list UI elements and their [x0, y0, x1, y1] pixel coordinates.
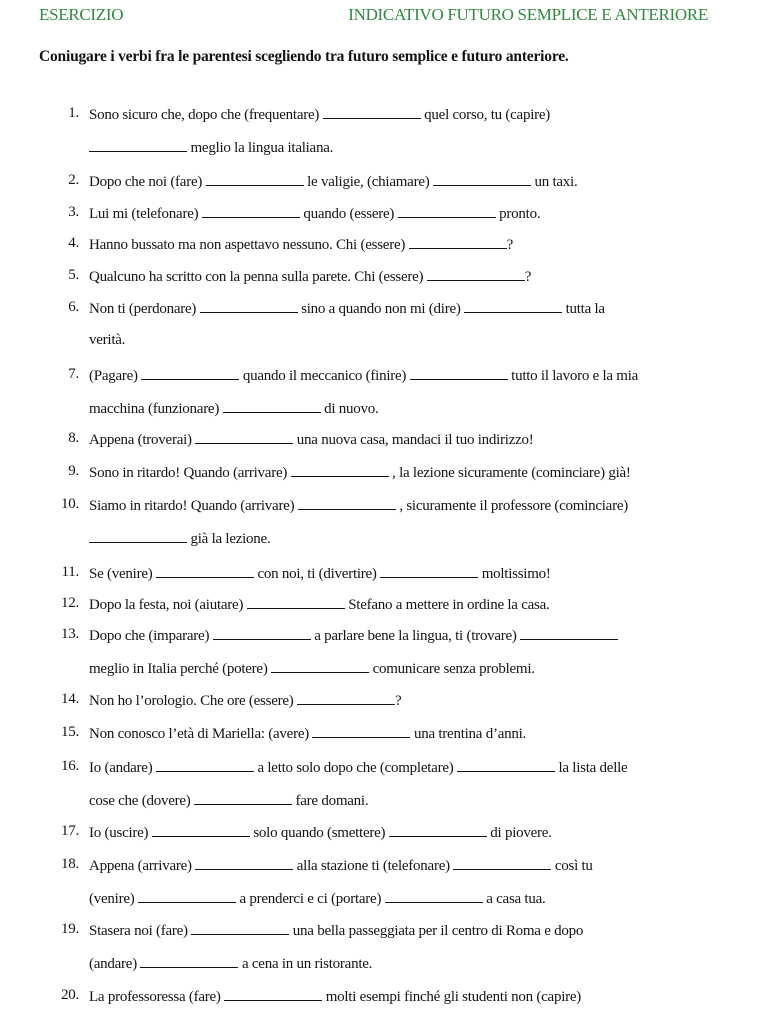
exercise-number: 11. — [61, 564, 79, 580]
exercise-line — [61, 823, 552, 841]
exercise-text: La professoressa (fare) — [89, 989, 225, 1005]
answer-blank[interactable] — [223, 400, 321, 413]
exercise-text: moltissimo! — [478, 566, 551, 582]
exercise-text: la lista delle — [554, 760, 628, 776]
exercise-text: ? — [506, 237, 514, 253]
answer-blank[interactable] — [398, 205, 496, 218]
exercise-text: sino a quando non mi (dire) — [297, 301, 465, 317]
exercise-text: Sono in ritardo! Quando (arrivare) — [89, 465, 291, 481]
exercise-line — [68, 204, 541, 222]
exercise-line — [89, 955, 372, 972]
exercise-text: Stefano a mettere in ordine la casa. — [344, 597, 550, 613]
answer-blank[interactable] — [141, 367, 239, 380]
exercise-number: 13. — [61, 626, 79, 642]
exercise-text: a prenderci e ci (portare) — [235, 891, 385, 907]
answer-blank[interactable] — [206, 173, 304, 186]
exercise-number: 4. — [68, 235, 79, 251]
answer-blank[interactable] — [247, 596, 345, 609]
exercise-text: Sono sicuro che, dopo che (frequentare) — [89, 107, 323, 123]
answer-blank[interactable] — [138, 890, 236, 903]
exercise-line — [61, 564, 551, 582]
answer-blank[interactable] — [380, 565, 478, 578]
exercise-text: Se (venire) — [89, 566, 156, 582]
exercise-number: 9. — [68, 463, 79, 479]
exercise-line — [68, 172, 578, 190]
exercise-line — [61, 921, 584, 939]
answer-blank[interactable] — [140, 955, 238, 968]
exercise-text: Non ho l’orologio. Che ore (essere) — [89, 693, 298, 709]
exercise-text: Lui mi (telefonare) — [89, 206, 202, 222]
exercise-text: ? — [524, 269, 532, 285]
answer-blank[interactable] — [156, 759, 254, 772]
exercise-line — [61, 856, 593, 874]
exercise-text: le valigie, (chiamare) — [303, 174, 433, 190]
exercise-number: 7. — [68, 366, 79, 382]
exercise-text: Hanno bussato ma non aspettavo nessuno. Chi (essere) — [89, 237, 409, 253]
exercise-number: 1. — [68, 105, 79, 121]
exercise-text: Non ti (perdonare) — [89, 301, 200, 317]
exercise-number: 10. — [61, 496, 79, 512]
exercise-text: una nuova casa, mandaci il tuo indirizzo! — [293, 432, 534, 448]
exercise-line — [89, 530, 270, 547]
answer-blank[interactable] — [156, 565, 254, 578]
answer-blank[interactable] — [89, 139, 187, 152]
exercise-line — [61, 758, 628, 776]
exercise-text: Stasera noi (fare) — [89, 923, 192, 939]
exercise-text: Dopo che noi (fare) — [89, 174, 206, 190]
exercise-text: Io (andare) — [89, 760, 156, 776]
exercise-line — [68, 299, 605, 317]
exercise-text: (venire) — [89, 891, 138, 907]
exercise-text: quando il meccanico (finire) — [239, 368, 410, 384]
answer-blank[interactable] — [410, 367, 508, 380]
exercise-line — [61, 626, 618, 644]
exercise-line — [89, 890, 546, 907]
exercise-text: cose che (dovere) — [89, 793, 195, 809]
exercise-line — [89, 400, 379, 417]
answer-blank[interactable] — [202, 205, 300, 218]
exercise-line — [89, 139, 333, 156]
exercise-number: 8. — [68, 430, 79, 446]
exercise-text: Appena (arrivare) — [89, 858, 196, 874]
exercise-text: fare domani. — [292, 793, 369, 809]
exercise-text: a cena in un ristorante. — [238, 956, 373, 972]
exercise-line — [61, 987, 582, 1005]
exercise-text: di nuovo. — [320, 401, 379, 417]
exercise-text: comunicare senza problemi. — [369, 661, 535, 677]
exercise-line — [89, 792, 368, 809]
answer-blank[interactable] — [464, 300, 562, 313]
answer-blank[interactable] — [389, 824, 487, 837]
answer-blank[interactable] — [409, 236, 507, 249]
exercise-number: 3. — [68, 204, 79, 220]
exercise-number: 12. — [61, 595, 79, 611]
answer-blank[interactable] — [152, 824, 250, 837]
answer-blank[interactable] — [224, 988, 322, 1001]
answer-blank[interactable] — [520, 627, 618, 640]
exercise-text: a casa tua. — [482, 891, 546, 907]
exercise-header-right: INDICATIVO FUTURO SEMPLICE E ANTERIORE — [348, 5, 708, 24]
exercise-text: a parlare bene la lingua, ti (trovare) — [310, 628, 521, 644]
exercise-text: di piovere. — [486, 825, 552, 841]
exercise-text: una bella passeggiata per il centro di Roma e dopo — [289, 923, 584, 939]
exercise-number: 14. — [61, 691, 79, 707]
answer-blank[interactable] — [200, 300, 298, 313]
exercise-text: Dopo la festa, noi (aiutare) — [89, 597, 247, 613]
answer-blank[interactable] — [191, 922, 289, 935]
exercise-text: Io (uscire) — [89, 825, 152, 841]
exercise-text: tutto il lavoro e la mia — [507, 368, 639, 384]
exercise-text: Non conosco l’età di Mariella: (avere) — [89, 726, 313, 742]
exercise-text: Dopo che (imparare) — [89, 628, 213, 644]
exercise-text: molti esempi finché gli studenti non (capire) — [322, 989, 582, 1005]
answer-blank[interactable] — [213, 627, 311, 640]
exercise-text: un taxi. — [530, 174, 578, 190]
exercise-line — [68, 267, 532, 285]
exercise-number: 15. — [61, 724, 79, 740]
answer-blank[interactable] — [312, 725, 410, 738]
exercise-text: tutta la — [562, 301, 605, 317]
answer-blank[interactable] — [323, 106, 421, 119]
exercise-text: meglio la lingua italiana. — [187, 140, 334, 156]
exercise-line — [68, 366, 639, 384]
exercise-text: alla stazione ti (telefonare) — [293, 858, 454, 874]
exercise-number: 6. — [68, 299, 79, 315]
answer-blank[interactable] — [385, 890, 483, 903]
exercise-text: Siamo in ritardo! Quando (arrivare) — [89, 498, 298, 514]
exercise-text: (andare) — [89, 956, 141, 972]
answer-blank[interactable] — [298, 497, 396, 510]
exercise-number: 16. — [61, 758, 79, 774]
exercise-line — [89, 333, 125, 348]
exercise-number: 17. — [61, 823, 79, 839]
exercise-line — [61, 595, 550, 613]
instructions: Coniugare i verbi fra le parentesi scegliendo tra futuro semplice e futuro anteriore. — [39, 48, 569, 65]
exercise-number: 2. — [68, 172, 79, 188]
exercise-text: solo quando (smettere) — [249, 825, 389, 841]
exercise-text: pronto. — [495, 206, 541, 222]
answer-blank[interactable] — [427, 268, 525, 281]
exercise-number: 19. — [61, 921, 79, 937]
exercise-line — [68, 235, 514, 253]
exercise-text: a letto solo dopo che (completare) — [253, 760, 457, 776]
exercise-text: macchina (funzionare) — [89, 401, 223, 417]
exercise-text: verità. — [89, 332, 126, 348]
exercise-text: , sicuramente il professore (cominciare) — [395, 498, 628, 514]
answer-blank[interactable] — [457, 759, 555, 772]
exercise-number: 18. — [61, 856, 79, 872]
exercise-line — [61, 496, 628, 514]
exercise-text: con noi, ti (divertire) — [253, 566, 381, 582]
answer-blank[interactable] — [453, 857, 551, 870]
exercise-text: così tu — [551, 858, 593, 874]
exercise-text: (Pagare) — [89, 368, 142, 384]
exercise-number: 5. — [68, 267, 79, 283]
exercise-text: Appena (troverai) — [89, 432, 196, 448]
exercise-number: 20. — [61, 987, 79, 1003]
exercise-text: , la lezione sicuramente (cominciare) già! — [388, 465, 631, 481]
exercise-line — [89, 660, 535, 677]
exercise-text: già la lezione. — [187, 531, 271, 547]
exercise-line — [68, 105, 551, 123]
answer-blank[interactable] — [194, 792, 292, 805]
answer-blank[interactable] — [297, 692, 395, 705]
answer-blank[interactable] — [271, 660, 369, 673]
answer-blank[interactable] — [195, 857, 293, 870]
exercise-header-left: ESERCIZIO — [39, 5, 124, 24]
answer-blank[interactable] — [89, 530, 187, 543]
answer-blank[interactable] — [291, 464, 389, 477]
exercise-text: meglio in Italia perché (potere) — [89, 661, 272, 677]
exercise-text: Qualcuno ha scritto con la penna sulla parete. Chi (essere) — [89, 269, 427, 285]
exercise-text: quel corso, tu (capire) — [420, 107, 551, 123]
exercise-text: ? — [395, 693, 402, 709]
exercise-line — [68, 430, 534, 448]
answer-blank[interactable] — [195, 431, 293, 444]
exercise-line — [68, 463, 631, 481]
exercise-text: una trentina d’anni. — [410, 726, 527, 742]
exercise-line — [61, 724, 527, 742]
exercise-line — [61, 691, 402, 709]
exercise-text: quando (essere) — [299, 206, 398, 222]
answer-blank[interactable] — [433, 173, 531, 186]
